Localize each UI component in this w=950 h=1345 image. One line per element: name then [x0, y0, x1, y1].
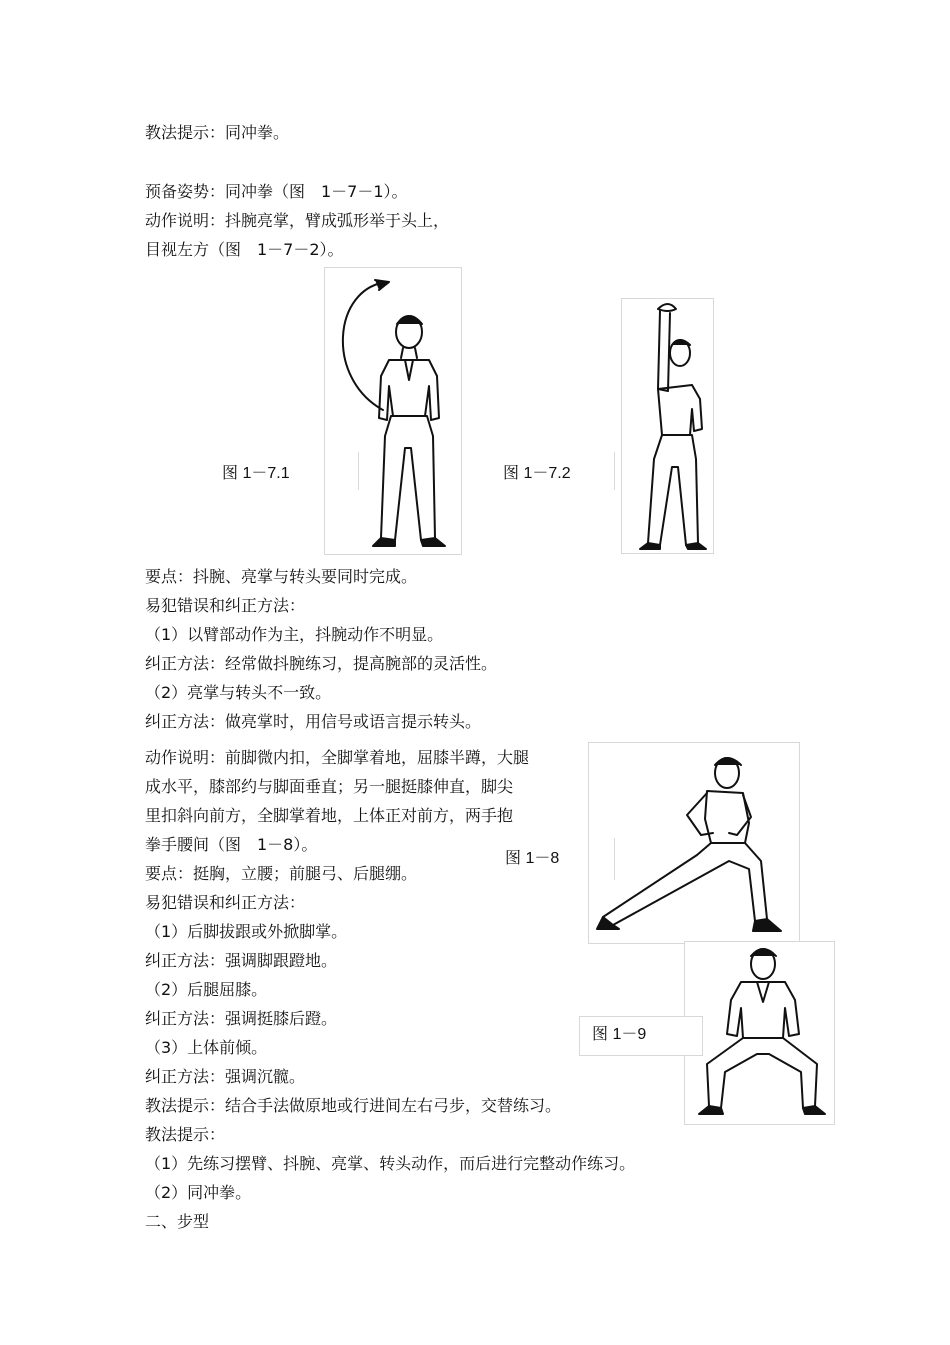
fix-1-2: 纠正方法：做亮掌时，用信号或语言提示转头。: [145, 712, 482, 731]
key-points-2: 要点：挺胸，立腰；前腿弓、后腿绷。: [145, 864, 418, 883]
figure-1-9-caption: 图 1－9: [592, 1026, 647, 1043]
divider: [358, 452, 359, 490]
error-1-2: （2）亮掌与转头不一致。: [145, 683, 332, 702]
action-description-2-line3: 里扣斜向前方，全脚掌着地，上体正对前方，两手抱: [145, 806, 514, 825]
action-description-2-line2: 成水平，膝部约与脚面垂直；另一腿挺膝伸直，脚尖: [145, 777, 514, 796]
teaching-tip-top: 教法提示：同冲拳。: [145, 123, 290, 142]
errors-title-2: 易犯错误和纠正方法：: [145, 893, 306, 912]
teaching-tip-2: 教法提示：结合手法做原地或行进间左右弓步，交替练习。: [145, 1096, 562, 1115]
figure-1-8-caption: 图 1－8: [505, 850, 560, 867]
fix-2-1: 纠正方法：强调脚跟蹬地。: [145, 951, 338, 970]
figure-1-7-2-caption: 图 1－7.2: [503, 465, 571, 482]
prep-posture: 预备姿势：同冲拳（图 1－7－1）。: [145, 182, 408, 201]
action-description-2-line1: 动作说明：前脚微内扣，全脚掌着地，屈膝半蹲，大腿: [145, 748, 530, 767]
figure-1-8-illustration: [588, 742, 800, 944]
fix-1-1: 纠正方法：经常做抖腕练习，提高腕部的灵活性。: [145, 654, 498, 673]
teaching-tip-item-1: （1）先练习摆臂、抖腕、亮掌、转头动作，而后进行完整动作练习。: [145, 1154, 636, 1173]
error-2-2: （2）后腿屈膝。: [145, 980, 268, 999]
fix-2-3: 纠正方法：强调沉髋。: [145, 1067, 306, 1086]
errors-title-1: 易犯错误和纠正方法：: [145, 596, 306, 615]
figure-1-7-1-caption: 图 1－7.1: [222, 465, 290, 482]
divider: [614, 838, 615, 880]
teaching-tip-title: 教法提示：: [145, 1125, 226, 1144]
figure-1-9-caption-box: [579, 1016, 703, 1056]
divider: [614, 452, 615, 490]
teaching-tip-item-2: （2）同冲拳。: [145, 1183, 252, 1202]
error-2-3: （3）上体前倾。: [145, 1038, 268, 1057]
action-description-line2: 目视左方（图 1－7－2）。: [145, 240, 344, 259]
figure-1-7-2-illustration: [621, 298, 714, 554]
figure-1-7-1-illustration: [324, 267, 462, 555]
figure-1-9-illustration: [684, 941, 835, 1125]
key-points-1: 要点：抖腕、亮掌与转头要同时完成。: [145, 567, 418, 586]
action-description-line1: 动作说明：抖腕亮掌，臂成弧形举于头上，: [145, 211, 450, 230]
error-1-1: （1）以臂部动作为主，抖腕动作不明显。: [145, 625, 444, 644]
section-heading-step-type: 二、步型: [145, 1212, 210, 1231]
fix-2-2: 纠正方法：强调挺膝后蹬。: [145, 1009, 338, 1028]
error-2-1: （1）后脚拔跟或外掀脚掌。: [145, 922, 348, 941]
action-description-2-line4: 拳手腰间（图 1－8）。: [145, 835, 318, 854]
